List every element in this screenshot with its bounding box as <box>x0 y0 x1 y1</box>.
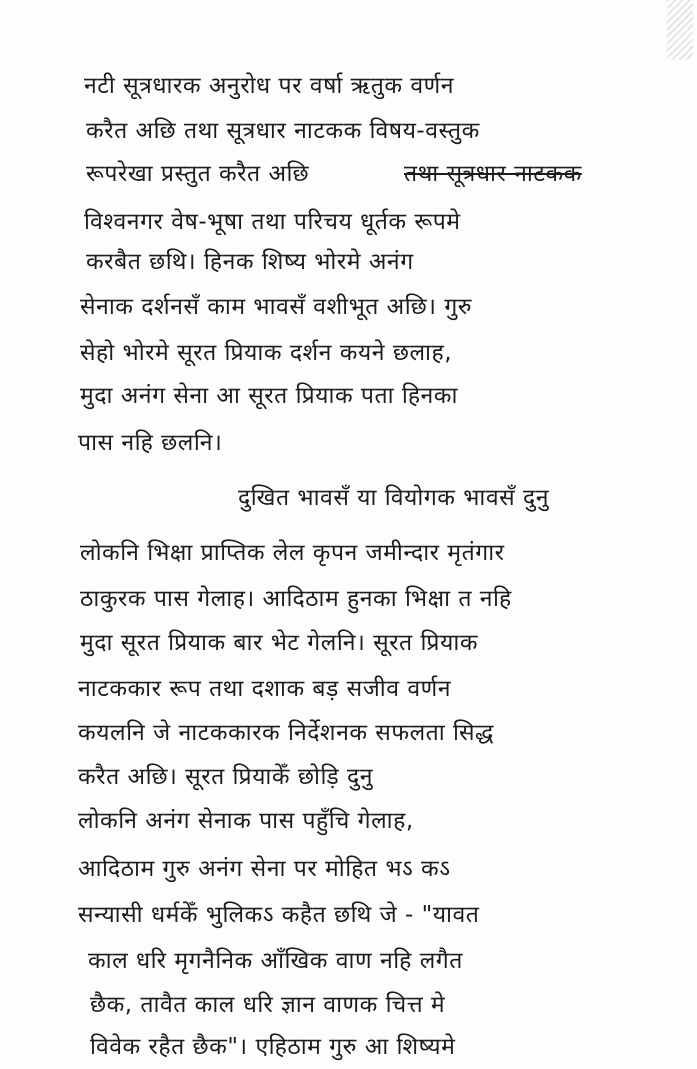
text-line-5: करबैत छथि। हिनक शिष्य भोरमे अनंग <box>86 249 414 275</box>
text-line-2: करैत अछि तथा सूत्रधार नाटकक विषय-वस्तुक <box>86 118 480 144</box>
text-line-9: पास नहि छलनि। <box>78 430 223 456</box>
text-line-14: नाटककार रूप तथा दशाक बड़ सजीव वर्णन <box>78 676 452 702</box>
text-line-12: ठाकुरक पास गेलाह। आदिठाम हुनका भिक्षा त नहि <box>80 586 512 612</box>
text-line-1: नटी सूत्रधारक अनुरोध पर वर्षा ऋतुक वर्णन <box>84 73 455 99</box>
page-corner-shadow <box>667 0 693 60</box>
text-line-7: सेहो भोरमे सूरत प्रियाक दर्शन कयने छलाह, <box>80 340 453 366</box>
text-line-6: सेनाक दर्शनसँ काम भावसँ वशीभूत अछि। गुरु <box>80 294 473 320</box>
text-line-17: लोकनि अनंग सेनाक पास पहुँचि गेलाह, <box>78 808 414 834</box>
text-line-19: सन्यासी धर्मकेँ भुलिकऽ कहैत छथि जे - "यावत <box>78 902 480 928</box>
text-line-20: काल धरि मृगनैनिक आँखिक वाण नहि लगैत <box>88 948 463 974</box>
text-line-3: रूपरेखा प्रस्तुत करैत अछि <box>86 161 310 187</box>
text-line-21: छैक, तावैत काल धरि ज्ञान वाणक चित्त मे <box>90 992 446 1018</box>
text-line-22: विवेक रहैत छैक"। एहिठाम गुरु आ शिष्यमे <box>90 1034 456 1060</box>
text-line-8: मुदा अनंग सेना आ सूरत प्रियाक पता हिनका <box>80 383 458 409</box>
struck-text: तथा सूत्रधार नाटकक <box>404 161 582 187</box>
text-line-10: दुखित भावसँ या वियोगक भावसँ दुनु <box>238 485 550 511</box>
text-line-16: करैत अछि। सूरत प्रियाकेँ छोड़ि दुनु <box>78 764 373 790</box>
text-line-4: विश्वनगर वेष-भूषा तथा परिचय धूर्तक रूपमे <box>84 209 461 235</box>
text-line-13: मुदा सूरत प्रियाक बार भेट गेलनि। सूरत प्रियाक <box>80 630 478 656</box>
text-line-18: आदिठाम गुरु अनंग सेना पर मोहित भऽ कऽ <box>78 856 451 882</box>
text-line-11: लोकनि भिक्षा प्राप्तिक लेल कृपन जमीन्दार मृतंगार <box>80 540 505 566</box>
text-line-15: कयलनि जे नाटककारक निर्देशनक सफलता सिद्ध <box>78 720 494 746</box>
